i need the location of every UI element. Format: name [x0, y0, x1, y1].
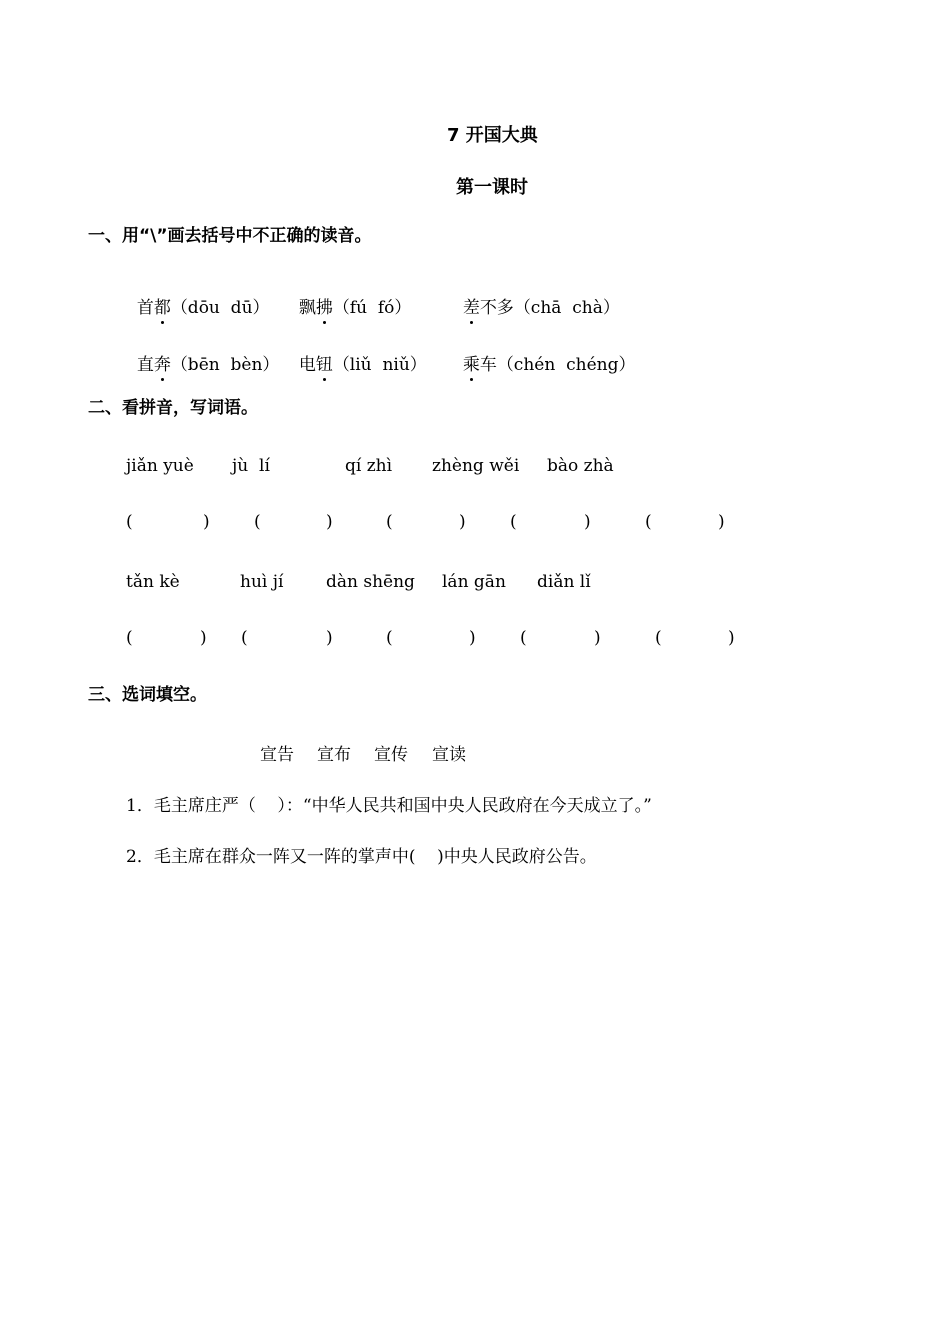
word-item-5: 电钮（liǔ niǔ）	[298, 355, 427, 375]
pinyin-label: huì jí	[240, 572, 284, 592]
pinyin-label: jù lí	[232, 456, 270, 476]
dotted-character: 钮	[315, 355, 333, 375]
question-item-2: 2．毛主席在群众一阵又一阵的掌声中( )中央人民政府公告。	[126, 847, 597, 867]
pinyin-label: tǎn kè	[126, 572, 180, 592]
word-item-6: 乘车（chén chéng）	[462, 355, 636, 375]
answer-blank-close: )	[200, 628, 207, 648]
answer-blank-open: (	[386, 512, 393, 532]
answer-blank-close: )	[326, 512, 333, 532]
pinyin-label: dàn shēng	[326, 572, 415, 592]
pinyin-label: diǎn lǐ	[537, 572, 591, 592]
answer-blank-close: )	[728, 628, 735, 648]
section3-heading: 三、选词填空。	[88, 685, 207, 705]
answer-blank-open: (	[254, 512, 261, 532]
dotted-character: 拂	[315, 298, 333, 318]
word-choice: 宣告	[260, 745, 294, 765]
answer-blank-close: )	[203, 512, 210, 532]
word-item-4: 直奔（bēn bèn）	[136, 355, 280, 375]
answer-blank-open: (	[520, 628, 527, 648]
question-item-1: 1．毛主席庄严（ ）：“中华人民共和国中央人民政府在今天成立了。”	[126, 796, 652, 816]
pinyin-label: bào zhà	[547, 456, 614, 476]
answer-blank-open: (	[386, 628, 393, 648]
word-item-1: 首都（dōu dū）	[136, 298, 270, 318]
answer-blank-close: )	[326, 628, 333, 648]
section1-heading: 一、用“\”画去括号中不正确的读音。	[88, 226, 372, 246]
word-choice: 宣读	[432, 745, 466, 765]
dotted-character: 乘	[462, 355, 480, 375]
word-item-2: 飘拂（fú fó）	[298, 298, 412, 318]
pinyin-label: jiǎn yuè	[126, 456, 194, 476]
answer-blank-open: (	[655, 628, 662, 648]
word-choice: 宣传	[374, 745, 408, 765]
word-choice: 宣布	[317, 745, 351, 765]
answer-blank-close: )	[459, 512, 466, 532]
answer-blank-open: (	[126, 512, 133, 532]
answer-blank-open: (	[510, 512, 517, 532]
word-item-3: 差不多（chā chà）	[462, 298, 620, 318]
pinyin-label: lán gān	[442, 572, 506, 592]
answer-blank-open: (	[241, 628, 248, 648]
pinyin-label: qí zhì	[345, 456, 393, 476]
page-title: 7 开国大典	[447, 125, 538, 146]
dotted-character: 都	[153, 298, 171, 318]
answer-blank-close: )	[469, 628, 476, 648]
section2-heading: 二、看拼音，写词语。	[88, 398, 258, 418]
dotted-character: 差	[462, 298, 480, 318]
answer-blank-open: (	[645, 512, 652, 532]
dotted-character: 奔	[153, 355, 171, 375]
page-subtitle: 第一课时	[456, 177, 528, 198]
pinyin-label: zhèng wěi	[432, 456, 520, 476]
answer-blank-close: )	[584, 512, 591, 532]
answer-blank-close: )	[718, 512, 725, 532]
answer-blank-close: )	[594, 628, 601, 648]
answer-blank-open: (	[126, 628, 133, 648]
